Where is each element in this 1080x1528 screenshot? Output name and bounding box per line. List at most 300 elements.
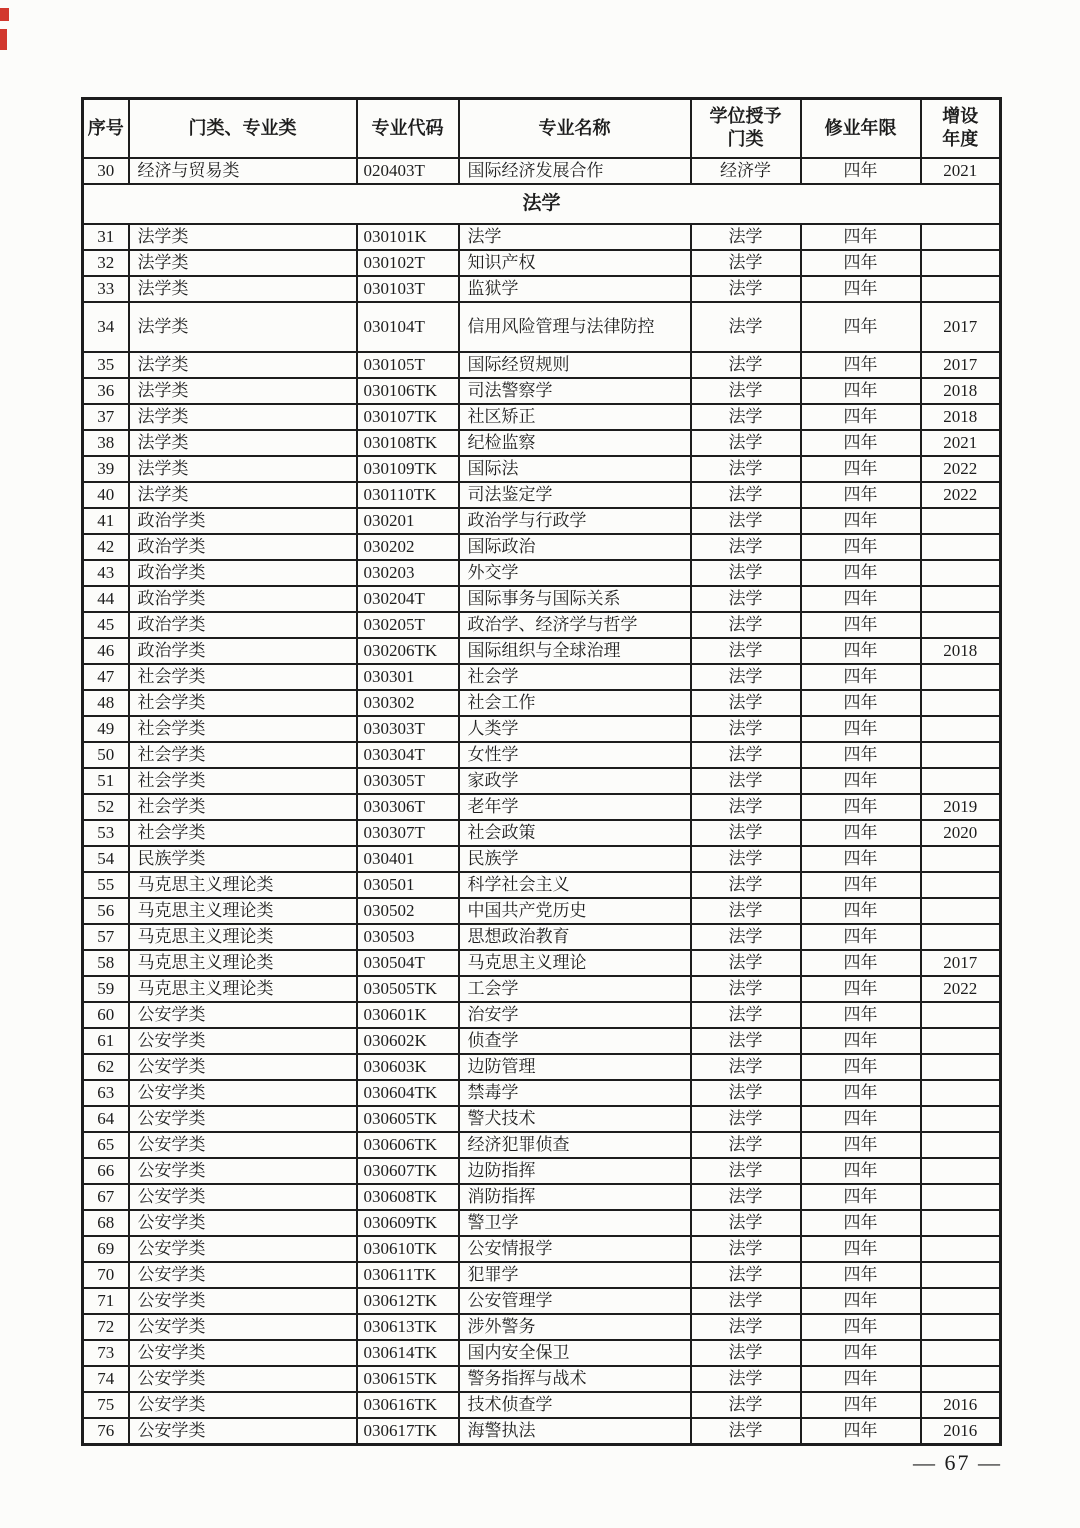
row-code: 030603K (357, 1054, 459, 1080)
row-code: 030108TK (357, 430, 459, 456)
row-category: 公安学类 (129, 1106, 357, 1132)
row-year-added: 2018 (921, 378, 1001, 404)
row-degree: 法学 (691, 1080, 801, 1106)
row-major-name: 经济犯罪侦查 (459, 1132, 691, 1158)
row-year-added: 2017 (921, 950, 1001, 976)
row-serial: 39 (83, 456, 129, 482)
row-code: 030103T (357, 276, 459, 302)
row-major-name: 社会学 (459, 664, 691, 690)
table-row (83, 1028, 1001, 1054)
row-serial: 60 (83, 1002, 129, 1028)
table-row (83, 1262, 1001, 1288)
row-degree: 法学 (691, 846, 801, 872)
table-row (83, 158, 1001, 184)
table-row (83, 768, 1001, 794)
row-years: 四年 (801, 1132, 921, 1158)
row-degree: 法学 (691, 1210, 801, 1236)
row-years: 四年 (801, 1366, 921, 1392)
table-row (83, 742, 1001, 768)
row-degree: 法学 (691, 716, 801, 742)
row-years: 四年 (801, 1106, 921, 1132)
row-code: 030109TK (357, 456, 459, 482)
row-degree: 法学 (691, 1418, 801, 1445)
row-years: 四年 (801, 404, 921, 430)
row-code: 030102T (357, 250, 459, 276)
row-degree: 法学 (691, 430, 801, 456)
row-category: 政治学类 (129, 508, 357, 534)
row-code: 030205T (357, 612, 459, 638)
col-header-category: 门类、专业类 (129, 99, 357, 158)
red-scan-mark-icon (0, 29, 7, 50)
row-year-added (921, 1236, 1001, 1262)
row-code: 030305T (357, 768, 459, 794)
row-category: 政治学类 (129, 560, 357, 586)
row-serial: 47 (83, 664, 129, 690)
row-category: 公安学类 (129, 1262, 357, 1288)
row-year-added (921, 1340, 1001, 1366)
row-year-added (921, 250, 1001, 276)
row-year-added (921, 224, 1001, 250)
row-major-name: 公安情报学 (459, 1236, 691, 1262)
row-years: 四年 (801, 690, 921, 716)
page-number: — 67 — (913, 1450, 1002, 1475)
row-years: 四年 (801, 1028, 921, 1054)
table-row (83, 404, 1001, 430)
row-degree: 法学 (691, 482, 801, 508)
table-row (83, 1314, 1001, 1340)
row-degree: 法学 (691, 1054, 801, 1080)
row-major-name: 国际组织与全球治理 (459, 638, 691, 664)
row-category: 政治学类 (129, 534, 357, 560)
row-years: 四年 (801, 508, 921, 534)
row-code: 030609TK (357, 1210, 459, 1236)
row-year-added (921, 690, 1001, 716)
row-code: 030610TK (357, 1236, 459, 1262)
table-row (83, 508, 1001, 534)
table-row (83, 1366, 1001, 1392)
row-year-added (921, 716, 1001, 742)
row-serial: 46 (83, 638, 129, 664)
row-year-added (921, 1158, 1001, 1184)
row-code: 030607TK (357, 1158, 459, 1184)
row-years: 四年 (801, 638, 921, 664)
row-category: 公安学类 (129, 1392, 357, 1418)
row-serial: 32 (83, 250, 129, 276)
row-serial: 42 (83, 534, 129, 560)
row-degree: 法学 (691, 690, 801, 716)
row-category: 公安学类 (129, 1288, 357, 1314)
table-row (83, 690, 1001, 716)
row-category: 法学类 (129, 352, 357, 378)
row-major-name: 警卫学 (459, 1210, 691, 1236)
row-major-name: 国内安全保卫 (459, 1340, 691, 1366)
row-category: 马克思主义理论类 (129, 950, 357, 976)
row-major-name: 家政学 (459, 768, 691, 794)
table-row (83, 276, 1001, 302)
row-category: 公安学类 (129, 1002, 357, 1028)
row-degree: 法学 (691, 820, 801, 846)
row-degree: 法学 (691, 1184, 801, 1210)
row-serial: 34 (83, 302, 129, 352)
row-years: 四年 (801, 924, 921, 950)
row-serial: 35 (83, 352, 129, 378)
row-years: 四年 (801, 534, 921, 560)
row-major-name: 边防管理 (459, 1054, 691, 1080)
row-years: 四年 (801, 250, 921, 276)
row-serial: 54 (83, 846, 129, 872)
row-major-name: 法学 (459, 224, 691, 250)
row-years: 四年 (801, 352, 921, 378)
row-major-name: 社会政策 (459, 820, 691, 846)
row-years: 四年 (801, 820, 921, 846)
row-years: 四年 (801, 430, 921, 456)
row-code: 030608TK (357, 1184, 459, 1210)
row-serial: 57 (83, 924, 129, 950)
row-degree: 法学 (691, 872, 801, 898)
row-year-added (921, 586, 1001, 612)
row-degree: 法学 (691, 1132, 801, 1158)
row-years: 四年 (801, 742, 921, 768)
row-code: 030503 (357, 924, 459, 950)
row-code: 030202 (357, 534, 459, 560)
row-degree: 法学 (691, 224, 801, 250)
row-degree: 法学 (691, 1002, 801, 1028)
row-category: 社会学类 (129, 820, 357, 846)
row-major-name: 涉外警务 (459, 1314, 691, 1340)
row-category: 社会学类 (129, 794, 357, 820)
row-years: 四年 (801, 950, 921, 976)
row-code: 030203 (357, 560, 459, 586)
row-category: 社会学类 (129, 742, 357, 768)
row-degree: 法学 (691, 1314, 801, 1340)
col-header-name: 专业名称 (459, 99, 691, 158)
row-years: 四年 (801, 1210, 921, 1236)
col-header-serial: 序号 (83, 99, 129, 158)
row-major-name: 政治学、经济学与哲学 (459, 612, 691, 638)
col-header-year-added: 增设年度 (921, 99, 1001, 158)
table-row (83, 456, 1001, 482)
row-major-name: 思想政治教育 (459, 924, 691, 950)
row-code: 030606TK (357, 1132, 459, 1158)
row-major-name: 司法鉴定学 (459, 482, 691, 508)
table-row (83, 534, 1001, 560)
row-degree: 法学 (691, 950, 801, 976)
row-serial: 71 (83, 1288, 129, 1314)
row-category: 经济与贸易类 (129, 158, 357, 184)
row-serial: 62 (83, 1054, 129, 1080)
row-year-added (921, 1080, 1001, 1106)
row-category: 公安学类 (129, 1132, 357, 1158)
row-code: 030302 (357, 690, 459, 716)
row-major-name: 信用风险管理与法律防控 (459, 302, 691, 352)
table-row (83, 352, 1001, 378)
row-major-name: 海警执法 (459, 1418, 691, 1445)
table-row (83, 224, 1001, 250)
row-years: 四年 (801, 794, 921, 820)
row-major-name: 禁毒学 (459, 1080, 691, 1106)
row-category: 公安学类 (129, 1236, 357, 1262)
row-major-name: 社会工作 (459, 690, 691, 716)
row-code: 030107TK (357, 404, 459, 430)
row-degree: 法学 (691, 1236, 801, 1262)
row-code: 030401 (357, 846, 459, 872)
row-years: 四年 (801, 716, 921, 742)
row-major-name: 侦查学 (459, 1028, 691, 1054)
row-category: 社会学类 (129, 690, 357, 716)
row-major-name: 中国共产党历史 (459, 898, 691, 924)
row-degree: 法学 (691, 586, 801, 612)
row-degree: 法学 (691, 742, 801, 768)
row-code: 030502 (357, 898, 459, 924)
row-years: 四年 (801, 1080, 921, 1106)
red-scan-mark-icon (0, 8, 9, 21)
row-major-name: 边防指挥 (459, 1158, 691, 1184)
row-category: 法学类 (129, 456, 357, 482)
row-serial: 67 (83, 1184, 129, 1210)
row-degree: 法学 (691, 976, 801, 1002)
row-years: 四年 (801, 276, 921, 302)
row-category: 公安学类 (129, 1054, 357, 1080)
row-degree: 法学 (691, 1288, 801, 1314)
row-years: 四年 (801, 1054, 921, 1080)
row-serial: 41 (83, 508, 129, 534)
table-header-row (83, 99, 1001, 158)
row-category: 法学类 (129, 482, 357, 508)
table-row (83, 378, 1001, 404)
row-degree: 法学 (691, 898, 801, 924)
row-serial: 55 (83, 872, 129, 898)
row-category: 法学类 (129, 302, 357, 352)
row-category: 法学类 (129, 404, 357, 430)
row-category: 政治学类 (129, 586, 357, 612)
row-serial: 68 (83, 1210, 129, 1236)
table-row (83, 976, 1001, 1002)
section-header: 法学 (83, 184, 1001, 224)
row-degree: 法学 (691, 1262, 801, 1288)
row-code: 030602K (357, 1028, 459, 1054)
row-category: 民族学类 (129, 846, 357, 872)
row-degree: 法学 (691, 768, 801, 794)
row-serial: 38 (83, 430, 129, 456)
row-major-name: 国际事务与国际关系 (459, 586, 691, 612)
table-row (83, 1210, 1001, 1236)
row-years: 四年 (801, 1392, 921, 1418)
row-major-name: 司法警察学 (459, 378, 691, 404)
row-years: 四年 (801, 976, 921, 1002)
table-row (83, 1418, 1001, 1445)
row-code: 030612TK (357, 1288, 459, 1314)
row-major-name: 马克思主义理论 (459, 950, 691, 976)
row-major-name: 人类学 (459, 716, 691, 742)
row-code: 030501 (357, 872, 459, 898)
row-degree: 法学 (691, 1340, 801, 1366)
row-major-name: 消防指挥 (459, 1184, 691, 1210)
row-degree: 法学 (691, 404, 801, 430)
row-year-added (921, 1366, 1001, 1392)
table-section-row (83, 184, 1001, 224)
table-row (83, 430, 1001, 456)
row-category: 马克思主义理论类 (129, 924, 357, 950)
row-category: 法学类 (129, 250, 357, 276)
table-row (83, 794, 1001, 820)
row-years: 四年 (801, 1314, 921, 1340)
row-category: 社会学类 (129, 768, 357, 794)
row-serial: 44 (83, 586, 129, 612)
row-code: 030306T (357, 794, 459, 820)
row-year-added: 2022 (921, 976, 1001, 1002)
row-year-added: 2016 (921, 1418, 1001, 1445)
table-row (83, 820, 1001, 846)
row-code: 030613TK (357, 1314, 459, 1340)
row-category: 公安学类 (129, 1028, 357, 1054)
row-year-added: 2017 (921, 352, 1001, 378)
row-serial: 65 (83, 1132, 129, 1158)
row-year-added (921, 1002, 1001, 1028)
row-major-name: 治安学 (459, 1002, 691, 1028)
row-serial: 70 (83, 1262, 129, 1288)
row-years: 四年 (801, 664, 921, 690)
table-row (83, 1340, 1001, 1366)
row-code: 030110TK (357, 482, 459, 508)
row-category: 公安学类 (129, 1340, 357, 1366)
col-header-code: 专业代码 (357, 99, 459, 158)
row-serial: 31 (83, 224, 129, 250)
row-category: 马克思主义理论类 (129, 898, 357, 924)
row-category: 社会学类 (129, 664, 357, 690)
row-category: 公安学类 (129, 1158, 357, 1184)
row-degree: 法学 (691, 924, 801, 950)
row-code: 030206TK (357, 638, 459, 664)
row-code: 030104T (357, 302, 459, 352)
col-header-degree: 学位授予门类 (691, 99, 801, 158)
row-year-added (921, 1132, 1001, 1158)
row-category: 法学类 (129, 378, 357, 404)
row-major-name: 国际经济发展合作 (459, 158, 691, 184)
table-row (83, 1288, 1001, 1314)
row-serial: 58 (83, 950, 129, 976)
table-row (83, 250, 1001, 276)
row-major-name: 科学社会主义 (459, 872, 691, 898)
row-degree: 法学 (691, 560, 801, 586)
row-year-added (921, 1288, 1001, 1314)
row-serial: 73 (83, 1340, 129, 1366)
row-degree: 经济学 (691, 158, 801, 184)
row-years: 四年 (801, 302, 921, 352)
row-code: 030604TK (357, 1080, 459, 1106)
row-category: 公安学类 (129, 1418, 357, 1445)
row-serial: 33 (83, 276, 129, 302)
row-category: 法学类 (129, 276, 357, 302)
table-row (83, 560, 1001, 586)
table-row (83, 1054, 1001, 1080)
row-major-name: 犯罪学 (459, 1262, 691, 1288)
table-row (83, 1132, 1001, 1158)
table-row (83, 1106, 1001, 1132)
row-major-name: 纪检监察 (459, 430, 691, 456)
row-code: 030614TK (357, 1340, 459, 1366)
row-years: 四年 (801, 1158, 921, 1184)
row-degree: 法学 (691, 1158, 801, 1184)
row-serial: 69 (83, 1236, 129, 1262)
row-year-added (921, 742, 1001, 768)
col-header-years: 修业年限 (801, 99, 921, 158)
row-year-added: 2018 (921, 638, 1001, 664)
row-years: 四年 (801, 872, 921, 898)
row-major-name: 知识产权 (459, 250, 691, 276)
row-code: 030101K (357, 224, 459, 250)
row-year-added (921, 508, 1001, 534)
row-category: 马克思主义理论类 (129, 976, 357, 1002)
row-code: 030615TK (357, 1366, 459, 1392)
row-degree: 法学 (691, 638, 801, 664)
row-year-added (921, 534, 1001, 560)
row-major-name: 老年学 (459, 794, 691, 820)
row-years: 四年 (801, 768, 921, 794)
row-category: 政治学类 (129, 612, 357, 638)
row-serial: 30 (83, 158, 129, 184)
row-code: 030303T (357, 716, 459, 742)
row-degree: 法学 (691, 276, 801, 302)
row-years: 四年 (801, 1236, 921, 1262)
row-major-name: 工会学 (459, 976, 691, 1002)
row-code: 030307T (357, 820, 459, 846)
row-serial: 40 (83, 482, 129, 508)
row-years: 四年 (801, 1418, 921, 1445)
row-serial: 51 (83, 768, 129, 794)
row-category: 马克思主义理论类 (129, 872, 357, 898)
row-code: 030204T (357, 586, 459, 612)
row-years: 四年 (801, 1262, 921, 1288)
row-code: 030605TK (357, 1106, 459, 1132)
row-major-name: 警务指挥与战术 (459, 1366, 691, 1392)
row-year-added (921, 560, 1001, 586)
row-degree: 法学 (691, 378, 801, 404)
row-category: 公安学类 (129, 1080, 357, 1106)
row-code: 030301 (357, 664, 459, 690)
row-major-name: 国际政治 (459, 534, 691, 560)
majors-table (81, 97, 1002, 1446)
table-row (83, 1184, 1001, 1210)
row-serial: 48 (83, 690, 129, 716)
row-code: 030617TK (357, 1418, 459, 1445)
row-years: 四年 (801, 158, 921, 184)
row-serial: 56 (83, 898, 129, 924)
row-code: 030505TK (357, 976, 459, 1002)
row-serial: 45 (83, 612, 129, 638)
row-serial: 72 (83, 1314, 129, 1340)
row-code: 030201 (357, 508, 459, 534)
row-serial: 74 (83, 1366, 129, 1392)
row-category: 公安学类 (129, 1210, 357, 1236)
row-serial: 61 (83, 1028, 129, 1054)
row-year-added (921, 1054, 1001, 1080)
row-serial: 49 (83, 716, 129, 742)
row-year-added (921, 846, 1001, 872)
row-year-added (921, 1106, 1001, 1132)
row-year-added: 2021 (921, 430, 1001, 456)
row-code: 030601K (357, 1002, 459, 1028)
row-category: 政治学类 (129, 638, 357, 664)
row-major-name: 社区矫正 (459, 404, 691, 430)
row-years: 四年 (801, 1288, 921, 1314)
row-serial: 76 (83, 1418, 129, 1445)
row-years: 四年 (801, 1340, 921, 1366)
row-serial: 37 (83, 404, 129, 430)
row-category: 公安学类 (129, 1314, 357, 1340)
row-years: 四年 (801, 1002, 921, 1028)
row-code: 030616TK (357, 1392, 459, 1418)
row-major-name: 政治学与行政学 (459, 508, 691, 534)
